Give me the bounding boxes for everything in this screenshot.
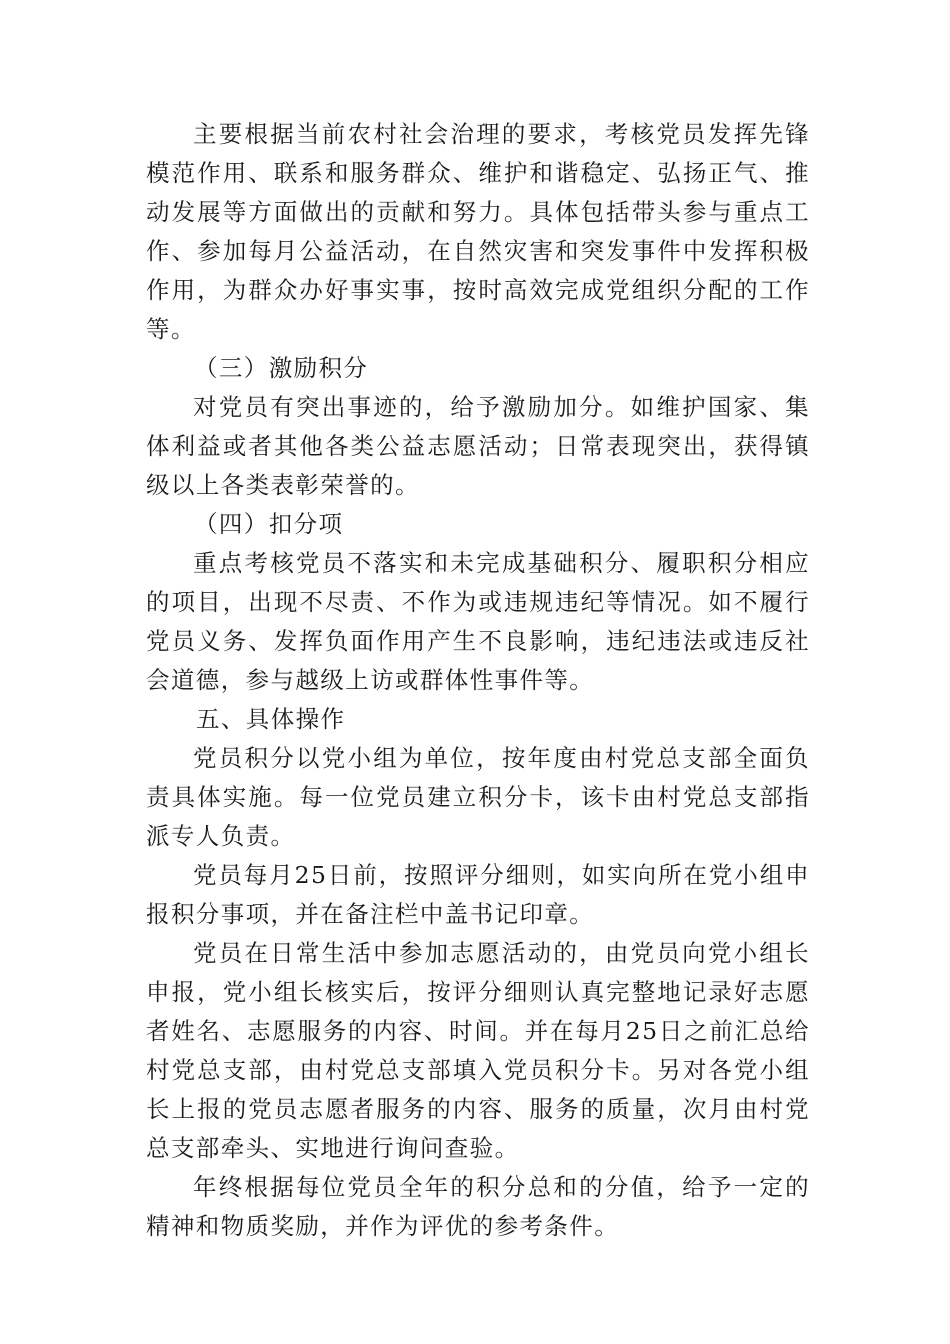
document-body [146,115,810,1246]
heading-specific-operations: 五、具体操作 [196,705,346,733]
paragraph-points-management: 党员积分以党小组为单位，按年度由村党总支部全面负责具体实施。每一位党员建立积分卡，该卡由村党总支部指派专人负责。 [146,744,810,850]
paragraph-monthly-reporting: 党员每月25日前，按照评分细则，如实向所在党小组申报积分事项，并在备注栏中盖书记印章。 [146,861,810,928]
paragraph-volunteer-activities: 党员在日常生活中参加志愿活动的，由党员向党小组长申报，党小组长核实后，按评分细则认真完整地记录好志愿者姓名、志愿服务的内容、时间。并在每月25日之前汇总给村党总支部，由村党总支部填入党员积分卡。另对各党小组长上报的党员志愿者服务的内容、服务的质量，次月由村党总支部牵头、实地进行询问查验。 [146,939,810,1162]
heading-incentive-points: （三）激励积分 [194,354,369,382]
paragraph-deductions: 重点考核党员不落实和未完成基础积分、履职积分相应的项目，出现不尽责、不作为或违规违纪等情况。如不履行党员义务、发挥负面作用产生不良影响，违纪违法或违反社会道德，参与越级上访或群体性事件等。 [146,549,810,694]
heading-deductions: （四）扣分项 [194,510,344,538]
paragraph-year-end-rewards: 年终根据每位党员全年的积分总和的分值，给予一定的精神和物质奖励，并作为评优的参考条件。 [146,1173,810,1240]
paragraph-contribution-criteria: 主要根据当前农村社会治理的要求，考核党员发挥先锋模范作用、联系和服务群众、维护和谐稳定、弘扬正气、推动发展等方面做出的贡献和努力。具体包括带头参与重点工作、参加每月公益活动，在自然灾害和突发事件中发挥积极作用，为群众办好事实事，按时高效完成党组织分配的工作等。 [146,120,810,343]
paragraph-incentive-points: 对党员有突出事迹的，给予激励加分。如维护国家、集体利益或者其他各类公益志愿活动；日常表现突出，获得镇级以上各类表彰荣誉的。 [146,393,810,499]
